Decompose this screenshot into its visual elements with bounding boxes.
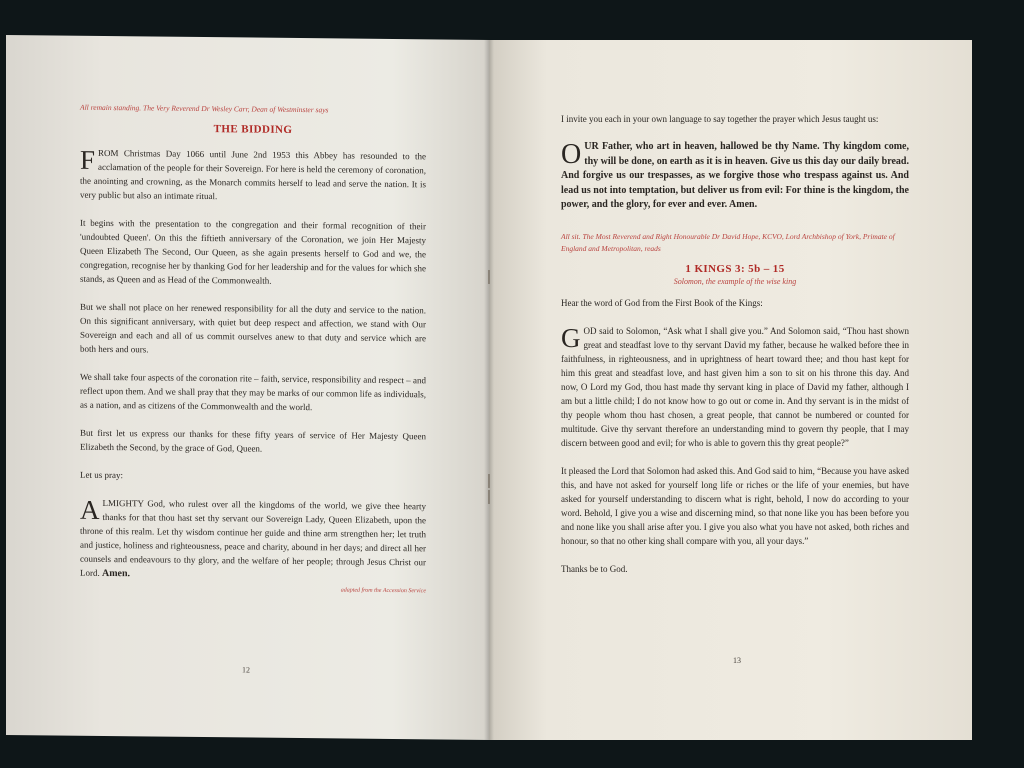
- reading-paragraph-1: [561, 324, 909, 450]
- prayer-text: LMIGHTY God, who rulest over all the kingdoms of the world, we give thee hearty thanks for that thou hast set thy servant our Sovereign Lady, Queen Elizabeth, upon the throne of this realm. Let thy wisdom continue her guide and thine arm strengthen her; let truth and justice, holiness and righteousness, peace and charity, abound in her days; and direct all her counsels and endeavours to thy glory, and the welfare of her people; through Jesus Christ our Lord.: [80, 497, 426, 578]
- thanks-be-to-god: Thanks be to God.: [561, 563, 628, 574]
- rubric-dean: All remain standing. The Very Reverend Dr Wesley Carr, Dean of Westminster says: [80, 102, 329, 115]
- drop-cap: A: [80, 494, 100, 525]
- drop-cap: G: [561, 322, 581, 353]
- lords-prayer-intro: I invite you each in your own language to say together the prayer which Jesus taught us:: [561, 114, 879, 124]
- reading-heading: 1 KINGS 3: 5b – 15: [685, 262, 785, 275]
- drop-cap: F: [80, 144, 96, 175]
- bidding-paragraph-2: It begins with the presentation to the congregation and their formal recognition of their 'undoubted Queen'. On this the fiftieth anniversary of the Coronation, we join Her Majesty Queen Elizabeth The Second, Our Queen, as she again presents herself to God and we, the congregation, recognise her by thanking God for her leadership and for the values for which she stands, as Queen and as Head of the Commonwealth.: [80, 217, 426, 286]
- reading-subheading: Solomon, the example of the wise king: [673, 276, 797, 286]
- bidding-paragraph-4: We shall take four aspects of the coronation rite – faith, service, responsibility and respect – and reflect upon them. And we shall pray that they may be marks of our common life as individuals, as a nation, and as citizens of the Commonwealth and the world.: [80, 371, 426, 413]
- let-us-pray: Let us pray:: [80, 469, 123, 481]
- bidding-paragraph-1: [80, 146, 426, 206]
- accession-prayer: [80, 496, 426, 585]
- booklet-gutter: [484, 40, 494, 740]
- page-number-right: 13: [733, 656, 741, 665]
- staple-mark: [488, 490, 490, 504]
- staple-mark: [488, 474, 490, 488]
- reading-intro: Hear the word of God from the First Book of the Kings:: [561, 297, 763, 308]
- page-number-left: 12: [242, 665, 250, 675]
- booklet-spread: [6, 40, 972, 740]
- paragraph-text: OD said to Solomon, “Ask what I shall give you.” And Solomon said, “Thou hast shown great and steadfast love to thy servant David my father, because he walked before thee in faithfulness, in righteousness, and in uprightness of heart toward thee; and thou hast kept for him this great and steadfast love, and hast given him a son to sit on his throne this day. And now, O Lord my God, thou hast made thy servant king in place of David my father, although I am but a little child; I do not know how to go out or come in. And thy servant is in the midst of thy people whom thou hast chosen, a great people, that cannot be numbered or counted for multitude. Give thy servant therefore an understanding mind to govern thy people, that I may discern between good and evil; for who is able to govern this thy great people?”: [561, 325, 909, 448]
- prayer-attribution: adapted from the Accession Service: [340, 587, 426, 595]
- reading-paragraph-2: It pleased the Lord that Solomon had asked this. And God said to him, “Because you have asked this, and have not asked for yourself long life or riches or the life of your enemies, but have asked for yourself understanding to discern what is right, behold, I now do according to your word. Behold, I give you a wise and discerning mind, so that none like you has been before you and none like you shall arise after you. I give you also what you have not asked, both riches and honour, so that no other king shall compare with you, all your days.”: [561, 465, 909, 546]
- left-page-content: [80, 102, 426, 595]
- rubric-archbishop: All sit. The Most Reverend and Right Honourable Dr David Hope, KCVO, Lord Archbishop of York, Primate of England and Metropolitan, reads: [561, 231, 895, 253]
- lords-prayer: [561, 140, 909, 213]
- bidding-paragraph-3: But we shall not place on her renewed responsibility for all the duty and service to the nation. On this significant anniversary, with quiet but deep respect and affection, we stand with Our Sovereign and each and all of us commit ourselves anew to that duty and service which are both hers and ours.: [80, 301, 426, 355]
- section-heading-bidding: THE BIDDING: [213, 123, 293, 136]
- right-page-content: [561, 112, 909, 590]
- bidding-paragraph-5: But first let us express our thanks for these fifty years of service of Her Majesty Queen Elizabeth the Second, by the grace of God, Queen.: [80, 427, 426, 454]
- right-page: [489, 40, 972, 740]
- paragraph-text: ROM Christmas Day 1066 until June 2nd 1953 this Abbey has resounded to the acclamation of the people for their Sovereign. For here is held the ceremony of coronation, the anointing and crowning, as the Monarch commits herself to lead and serve the nation. It is very public but also an intimate ritual.: [80, 147, 426, 202]
- left-page: [6, 35, 489, 740]
- prayer-text: UR Father, who art in heaven, hallowed be thy Name. Thy kingdom come, thy will be done, on earth as it is in heaven. Give us this day our daily bread. And forgive us our trespasses, as we forgive those who trespass against us. And lead us not into temptation, but deliver us from evil: For thine is the kingdom, the power, and the glory, for ever and ever. Amen.: [561, 141, 909, 210]
- drop-cap: O: [561, 139, 582, 170]
- staple-mark: [488, 270, 490, 284]
- amen: Amen.: [102, 567, 131, 580]
